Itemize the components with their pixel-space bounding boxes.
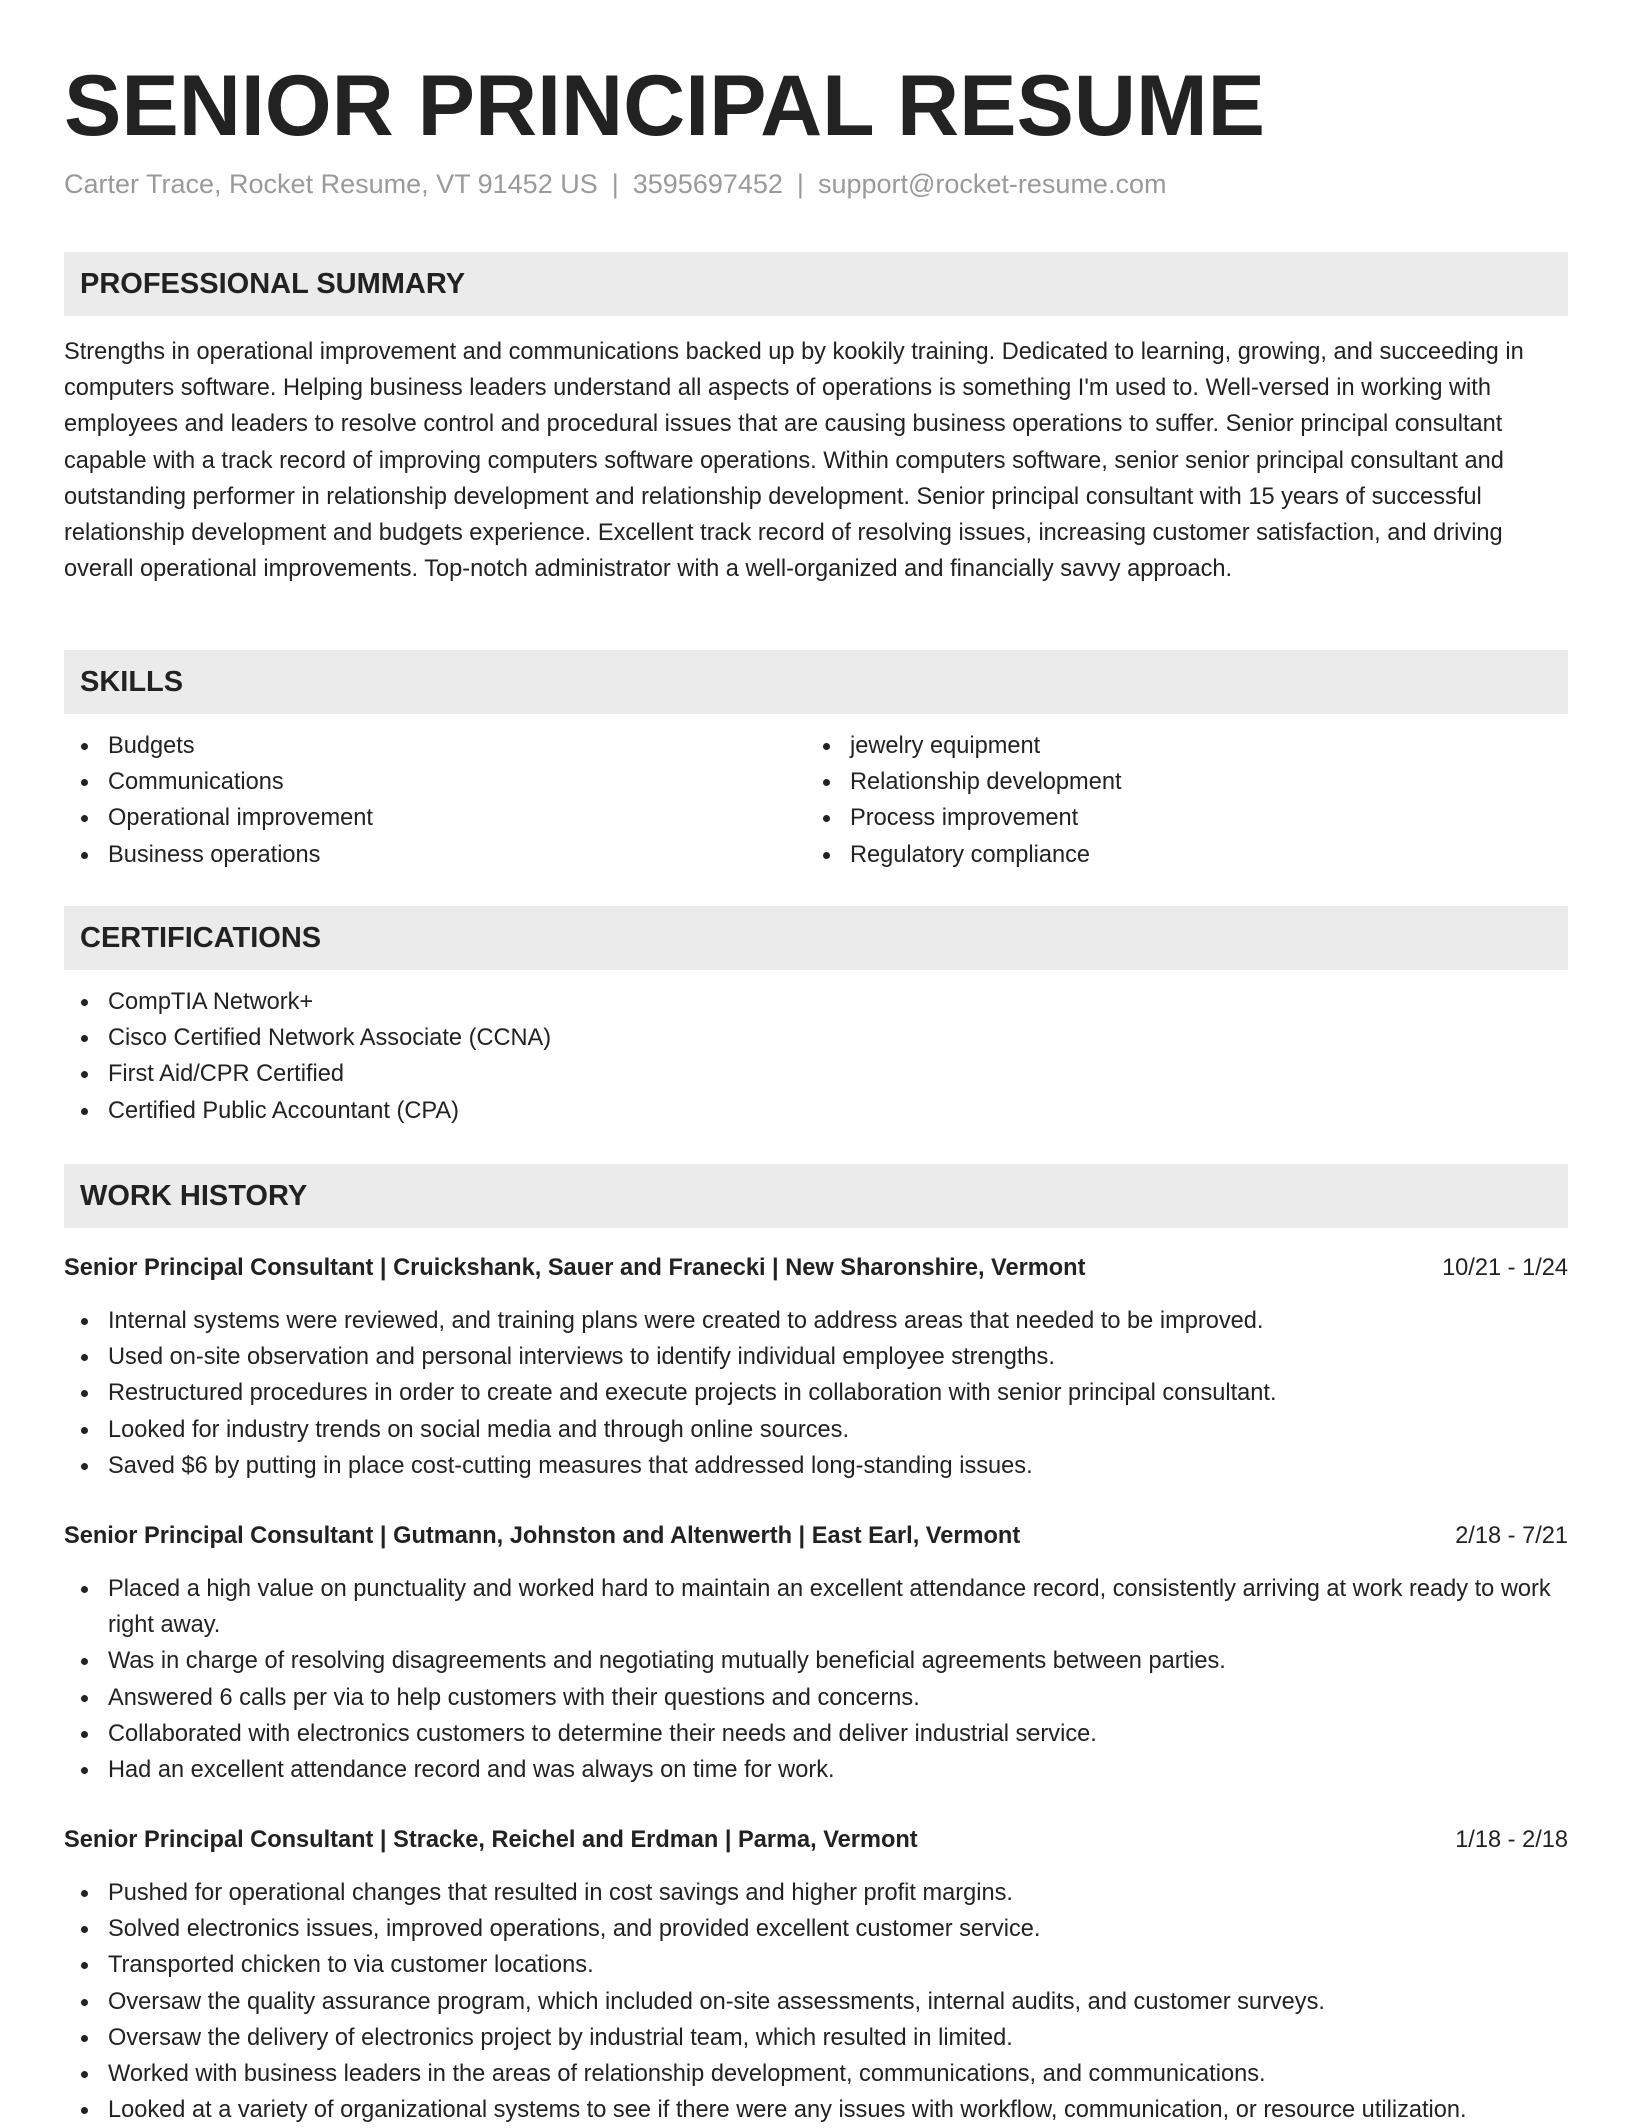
section-heading-certifications: CERTIFICATIONS [64, 906, 1568, 970]
summary-text: Strengths in operational improvement and communications backed up by kookily training. Dedicated to learning, growing, and succeeding in computers software. Helping business leaders understand all aspects of operations is something I'm used to. Well-versed in working with employees and leaders to resolve control and procedural issues that are causing business operations to suffer. Senior principal consultant capable with a track record of improving computers software operations. Within computers software, senior senior principal consultant and outstanding performer in relationship development and relationship development. Senior principal consultant with 15 years of successful relationship development and budgets experience. Excellent track record of resolving issues, increasing customer satisfaction, and driving overall operational improvements. Top-notch administrator with a well-organized and financially savvy approach. [64, 339, 1524, 583]
skills-list-right [806, 728, 1540, 873]
job-bullet: Used on-site observation and personal interviews to identify individual employee strengths. [108, 1339, 1568, 1375]
job-title: Senior Principal Consultant | Stracke, Reichel and Erdman | Parma, Vermont [64, 1827, 918, 1853]
contact-line [64, 166, 1166, 202]
skill-item: Communications [108, 764, 798, 800]
skill-item: Regulatory compliance [850, 837, 1540, 873]
skill-item: Business operations [108, 837, 798, 873]
job-header [64, 1250, 1568, 1286]
job-bullet: Oversaw the quality assurance program, which included on-site assessments, internal audits, and customer surveys. [108, 1984, 1568, 2020]
job-header [64, 1822, 1568, 1858]
job-bullets [64, 1571, 1568, 1788]
skill-item: Operational improvement [108, 800, 798, 836]
job-bullet: Worked with business leaders in the areas of relationship development, communications, and communications. [108, 2056, 1568, 2092]
contact-separator: | [796, 169, 804, 199]
job-header [64, 1518, 1568, 1554]
skill-item: Budgets [108, 728, 798, 764]
skill-item: Process improvement [850, 800, 1540, 836]
job-bullet: Placed a high value on punctuality and worked hard to maintain an excellent attendance record, consistently arriving at work ready to work right away. [108, 1571, 1568, 1643]
job-bullet: Looked at a variety of organizational systems to see if there were any issues with workflow, communication, or resource utilization. [108, 2092, 1568, 2128]
job-bullet: Had an excellent attendance record and was always on time for work. [108, 1752, 1568, 1788]
job-bullet: Pushed for operational changes that resulted in cost savings and higher profit margins. [108, 1875, 1568, 1911]
certifications-list [64, 984, 1568, 1129]
job-bullet: Collaborated with electronics customers to determine their needs and deliver industrial service. [108, 1716, 1568, 1752]
section-heading-skills: SKILLS [64, 650, 1568, 714]
contact-address: Carter Trace, Rocket Resume, VT 91452 US [64, 169, 598, 199]
contact-separator: | [611, 169, 619, 199]
section-heading-summary: PROFESSIONAL SUMMARY [64, 252, 1568, 316]
job-bullet: Saved $6 by putting in place cost-cutting measures that addressed long-standing issues. [108, 1448, 1568, 1484]
skills-list-left [64, 728, 798, 873]
contact-email: support@rocket-resume.com [817, 169, 1167, 199]
contact-phone: 3595697452 [632, 169, 783, 199]
job-bullet: Looked for industry trends on social media and through online sources. [108, 1412, 1568, 1448]
resume-title: SENIOR PRINCIPAL RESUME [64, 58, 1265, 154]
job-bullet: Restructured procedures in order to create and execute projects in collaboration with senior principal consultant. [108, 1375, 1568, 1411]
job-bullet: Answered 6 calls per via to help customers with their questions and concerns. [108, 1680, 1568, 1716]
job-bullet: Internal systems were reviewed, and training plans were created to address areas that needed to be improved. [108, 1303, 1568, 1339]
job-dates: 2/18 - 7/21 [1455, 1523, 1568, 1549]
job-title: Senior Principal Consultant | Cruickshank, Sauer and Franecki | New Sharonshire, Vermont [64, 1255, 1086, 1281]
job-dates: 1/18 - 2/18 [1455, 1827, 1568, 1853]
skill-item: jewelry equipment [850, 728, 1540, 764]
certification-item: Certified Public Accountant (CPA) [108, 1093, 1568, 1129]
job-dates: 10/21 - 1/24 [1442, 1255, 1568, 1281]
job-bullet: Oversaw the delivery of electronics project by industrial team, which resulted in limited. [108, 2020, 1568, 2056]
job-bullets [64, 1303, 1568, 1484]
section-heading-work-history: WORK HISTORY [64, 1164, 1568, 1228]
skill-item: Relationship development [850, 764, 1540, 800]
job-title: Senior Principal Consultant | Gutmann, Johnston and Altenwerth | East Earl, Vermont [64, 1523, 1021, 1549]
certification-item: CompTIA Network+ [108, 984, 1568, 1020]
job-bullet: Solved electronics issues, improved operations, and provided excellent customer service. [108, 1911, 1568, 1947]
job-bullet: Transported chicken to via customer locations. [108, 1947, 1568, 1983]
job-bullet: Was in charge of resolving disagreements and negotiating mutually beneficial agreements between parties. [108, 1643, 1568, 1679]
certification-item: Cisco Certified Network Associate (CCNA) [108, 1020, 1568, 1056]
certification-item: First Aid/CPR Certified [108, 1056, 1568, 1092]
job-bullets [64, 1875, 1568, 2128]
